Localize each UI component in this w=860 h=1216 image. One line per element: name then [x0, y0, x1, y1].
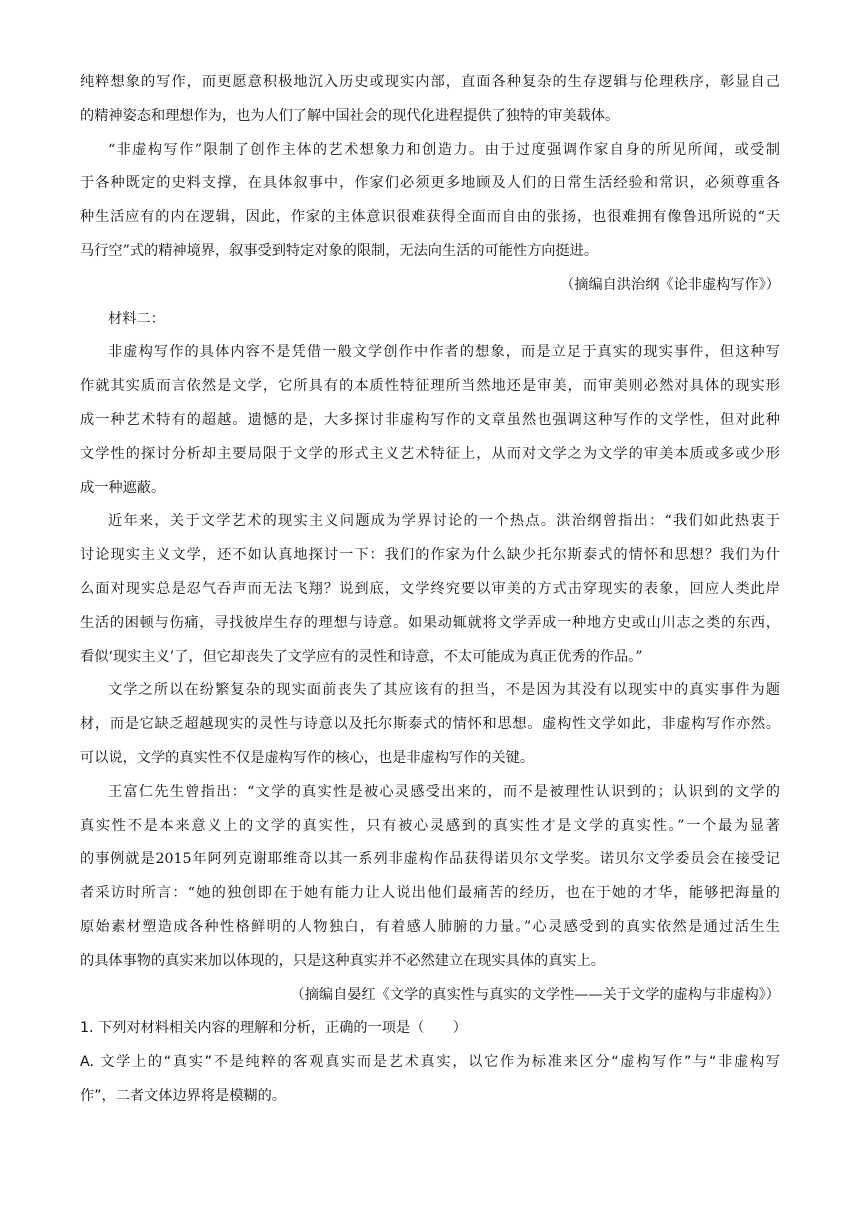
text-line: 纯粹想象的写作，而更愿意积极地沉入历史或现实内部，直面各种复杂的生存逻辑与伦理秩序，彰显自己: [80, 74, 780, 90]
text-line: 成一种艺术特有的超越。遗憾的是，大多探讨非虚构写作的文章虽然也强调这种写作的文学性，但对此种: [80, 411, 780, 428]
text-line: “非虚构写作”限制了创作主体的艺术想象力和创造力。由于过度强调作家自身的所见所闻，或受制: [108, 141, 780, 158]
text-line: 近年来，关于文学艺术的现实主义问题成为学界讨论的一个热点。洪治纲曾指出：“我们如此热衷于: [108, 513, 780, 530]
text-line: 真实性不是本来意义上的文学的真实性，只有被心灵感到的真实性才是文学的真实性。”一个最为显著: [80, 817, 780, 834]
text-line: 材，而是它缺乏超越现实的灵性与诗意以及托尔斯泰式的情怀和思想。虚构性文学如此，非虚构写作亦然。: [80, 716, 780, 733]
text-line: 讨论现实主义文学，还不如认真地探讨一下：我们的作家为什么缺少托尔斯泰式的情怀和思想？我们为什: [80, 547, 780, 564]
text-line: 看似‘现实主义’了，但它却丧失了文学应有的灵性和诗意，不太可能成为真正优秀的作品。”: [80, 648, 643, 665]
text-line: 的事例就是2015年阿列克谢耶维奇以其一系列非虚构作品获得诺贝尔文学奖。诺贝尔文学委员会在接受记: [80, 851, 780, 868]
text-line: 文学性的探讨分析却主要局限于文学的形式主义艺术特征上，从而对文学之为文学的审美本质或多或少形: [80, 445, 780, 462]
text-line: 王富仁先生曾指出：“文学的真实性是被心灵感受出来的，而不是被理性认识到的；认识到的文学的: [108, 783, 780, 800]
question-stem: 1. 下列对材料相关内容的理解和分析，正确的一项是（ ）: [80, 1020, 467, 1037]
text-line: 成一种遮蔽。: [80, 479, 166, 496]
source-citation: （摘编自洪治纲《论非虚构写作》）: [560, 276, 780, 293]
text-line: 马行空”式的精神境界，叙事受到特定对象的限制，无法向生活的可能性方向挺进。: [80, 242, 599, 259]
text-line: 么面对现实总是忍气吞声而无法飞翔？说到底，文学终究要以审美的方式击穿现实的表象，回应人类此岸: [80, 580, 780, 597]
option-a-line: 作”，二者文体边界将是模糊的。: [80, 1087, 286, 1104]
text-line: 种生活应有的内在逻辑，因此，作家的主体意识很难获得全面而自由的张扬，也很难拥有像鲁迅所说的“天: [80, 209, 780, 226]
text-line: 可以说，文学的真实性不仅是虚构写作的核心，也是非虚构写作的关键。: [80, 749, 535, 766]
text-line: 非虚构写作的具体内容不是凭借一般文学创作中作者的想象，而是立足于真实的现实事件，但这种写: [108, 344, 780, 361]
material-heading: 材料二：: [108, 310, 165, 327]
text-line: 者采访时所言：“她的独创即在于她有能力让人说出他们最痛苦的经历，也在于她的才华，能够把海量的: [80, 885, 780, 902]
text-line: 的精神姿态和理想作为，也为人们了解中国社会的现代化进程提供了独特的审美载体。: [80, 107, 620, 124]
text-line: 文学之所以在纷繁复杂的现实面前丧失了其应该有的担当，不是因为其没有以现实中的真实事件为题: [108, 682, 780, 699]
text-line: 生活的困顿与伤痛，寻找彼岸生存的理想与诗意。如果动辄就将文学弄成一种地方史或山川志之类的东西，: [80, 614, 780, 631]
document-page: [80, 66, 780, 1114]
text-line: 于各种既定的史料支撑，在具体叙事中，作家们必须更多地顾及人们的日常生活经验和常识，必须尊重各: [80, 175, 780, 192]
option-a-line: A. 文学上的“真实”不是纯粹的客观真实而是艺术真实，以它作为标准来区分“虚构写作”与“非虚构写: [80, 1054, 780, 1071]
text-line: 原始素材塑造成各种性格鲜明的人物独白，有着感人肺腑的力量。”心灵感受到的真实依然是通过活生生: [80, 918, 780, 935]
text-line: 的具体事物的真实来加以体现的，只是这种真实并不必然建立在现实具体的真实上。: [80, 952, 605, 969]
source-citation: （摘编自晏红《文学的真实性与真实的文学性——关于文学的虚构与非虚构》）: [290, 986, 780, 1003]
text-line: 作就其实质而言依然是文学，它所具有的本质性特征理所当然地还是审美，而审美则必然对具体的现实形: [80, 378, 780, 395]
